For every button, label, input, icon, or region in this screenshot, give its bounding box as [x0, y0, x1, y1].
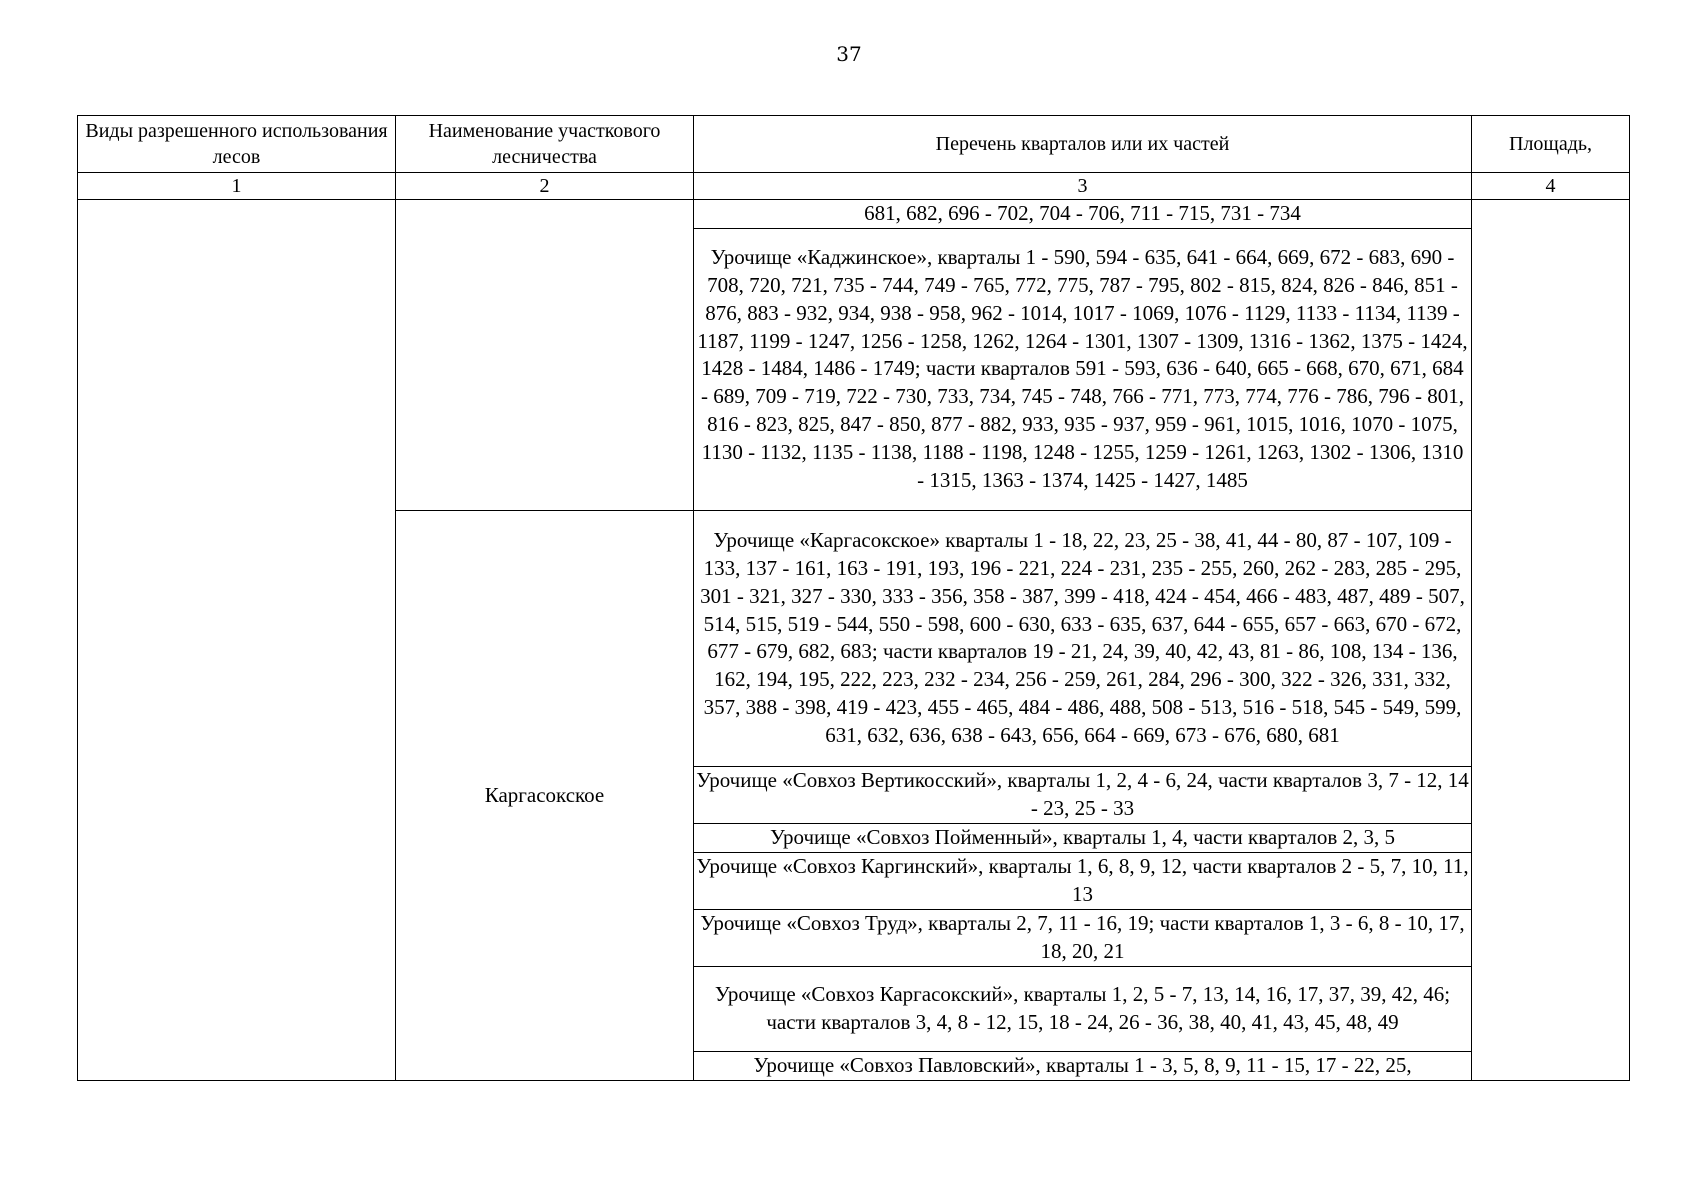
header-row: [78, 116, 1630, 173]
quarter-list-cell: Урочище «Совхоз Каргинский», кварталы 1, 6, 8, 9, 12, части кварталов 2 - 5, 7, 10, 11, 13: [694, 852, 1472, 909]
quarter-list-cell: Урочище «Каджинское», кварталы 1 - 590, 594 - 635, 641 - 664, 669, 672 - 683, 690 - 708, 720, 721, 735 - 744, 749 - 765, 772, 775, 787 - 795, 802 - 815, 824, 826 - 846, 851 - 876, 883 - 932, 934, 938 - 958, 962 - 1014, 1017 - 1069, 1076 - 1129, 1133 - 1134, 1139 - 1187, 1199 - 1247, 1256 - 1258, 1262, 1264 - 1301, 1307 - 1309, 1316 - 1362, 1375 - 1424, 1428 - 1484, 1486 - 1749; части кварталов 591 - 593, 636 - 640, 665 - 668, 670, 671, 684 - 689, 709 - 719, 722 - 730, 733, 734, 745 - 748, 766 - 771, 773, 774, 776 - 786, 796 - 801, 816 - 823, 825, 847 - 850, 877 - 882, 933, 935 - 937, 959 - 961, 1015, 1016, 1070 - 1075, 1130 - 1132, 1135 - 1138, 1188 - 1198, 1248 - 1255, 1259 - 1261, 1263, 1302 - 1306, 1310 - 1315, 1363 - 1374, 1425 - 1427, 1485: [694, 228, 1472, 510]
quarter-list-cell: Урочище «Совхоз Пойменный», кварталы 1, 4, части кварталов 2, 3, 5: [694, 823, 1472, 852]
district-name-cell-previous: [396, 200, 694, 511]
header-area: Площадь,: [1472, 116, 1630, 173]
quarter-list-cell: Урочище «Совхоз Труд», кварталы 2, 7, 11 - 16, 19; части кварталов 1, 3 - 6, 8 - 10, 17, 18, 20, 21: [694, 909, 1472, 966]
page-number: 37: [836, 42, 862, 66]
usage-type-cell: [78, 200, 396, 1081]
header-district-name: Наименование участкового лесничества: [396, 116, 694, 173]
district-name-kargasok: Каргасокское: [396, 510, 694, 1080]
quarter-list-cell: Урочище «Совхоз Вертикосский», кварталы 1, 2, 4 - 6, 24, части кварталов 3, 7 - 12, 14 - 23, 25 - 33: [694, 766, 1472, 823]
header-quarter-list: Перечень кварталов или их частей: [694, 116, 1472, 173]
header-usage-types: Виды разрешенного использования лесов: [78, 116, 396, 173]
column-number: 1: [78, 173, 396, 200]
quarter-list-cell: Урочище «Каргасокское» кварталы 1 - 18, 22, 23, 25 - 38, 41, 44 - 80, 87 - 107, 109 - 133, 137 - 161, 163 - 191, 193, 196 - 221, 224 - 231, 235 - 255, 260, 262 - 283, 285 - 295, 301 - 321, 327 - 330, 333 - 356, 358 - 387, 399 - 418, 424 - 454, 466 - 483, 487, 489 - 507, 514, 515, 519 - 544, 550 - 598, 600 - 630, 633 - 635, 637, 644 - 655, 657 - 663, 670 - 672, 677 - 679, 682, 683; части кварталов 19 - 21, 24, 39, 40, 42, 43, 81 - 86, 108, 134 - 136, 162, 194, 195, 222, 223, 232 - 234, 256 - 259, 261, 284, 296 - 300, 322 - 326, 331, 332, 357, 388 - 398, 419 - 423, 455 - 465, 484 - 486, 488, 508 - 513, 516 - 518, 545 - 549, 599, 631, 632, 636, 638 - 643, 656, 664 - 669, 673 - 676, 680, 681: [694, 510, 1472, 766]
quarter-list-cell: Урочище «Совхоз Павловский», кварталы 1 - 3, 5, 8, 9, 11 - 15, 17 - 22, 25,: [694, 1051, 1472, 1080]
area-cell: [1472, 200, 1630, 1081]
column-number-row: [78, 173, 1630, 200]
column-number: 4: [1472, 173, 1630, 200]
column-number: 2: [396, 173, 694, 200]
quarter-list-cell: Урочище «Совхоз Каргасокский», кварталы 1, 2, 5 - 7, 13, 14, 16, 17, 37, 39, 42, 46; части кварталов 3, 4, 8 - 12, 15, 18 - 24, 26 - 36, 38, 40, 41, 43, 45, 48, 49: [694, 966, 1472, 1051]
forest-quarters-table: [77, 115, 1630, 1081]
quarter-list-cell: 681, 682, 696 - 702, 704 - 706, 711 - 715, 731 - 734: [694, 200, 1472, 229]
table-row: [78, 200, 1630, 229]
column-number: 3: [694, 173, 1472, 200]
